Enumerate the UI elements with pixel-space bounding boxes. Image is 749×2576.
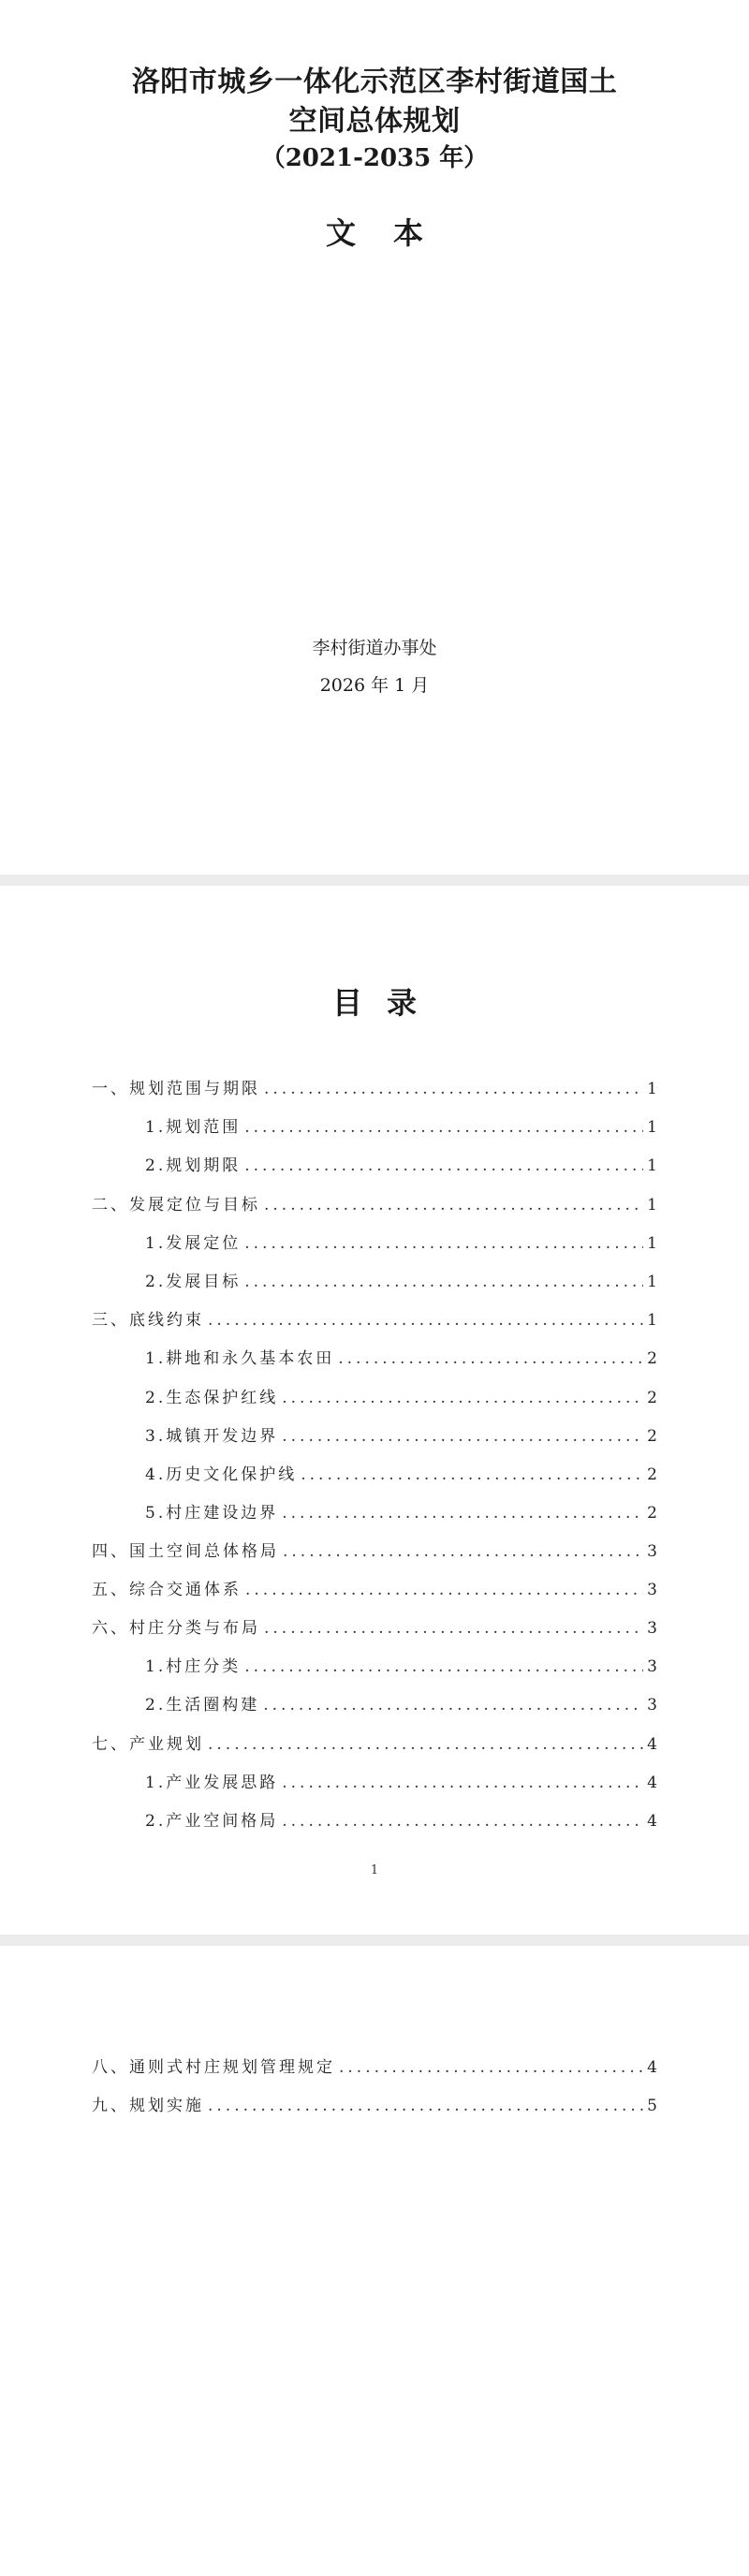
toc-entry-page: 1 bbox=[647, 1273, 657, 1291]
toc-entry-text: 1.村庄分类 bbox=[145, 1657, 242, 1676]
toc-entry[interactable] bbox=[145, 1464, 657, 1486]
cover-years: （2021-2035 年） bbox=[260, 144, 489, 172]
toc-entry-page: 1 bbox=[647, 1156, 657, 1175]
toc-entry-page: 1 bbox=[647, 1118, 657, 1137]
toc-entry-text: 九、规划实施 bbox=[92, 2097, 204, 2115]
toc-leader-dots bbox=[282, 1387, 643, 1409]
toc-entry-text: 1.规划范围 bbox=[145, 1118, 242, 1137]
toc-entry[interactable] bbox=[145, 1694, 657, 1716]
toc-leader-dots bbox=[283, 1540, 643, 1563]
toc-leader-dots bbox=[282, 1425, 643, 1448]
toc-entry-text: 五、综合交通体系 bbox=[92, 1581, 242, 1599]
toc-entry-page: 1 bbox=[647, 1234, 657, 1253]
toc-entry[interactable] bbox=[145, 1425, 657, 1448]
toc-leader-dots bbox=[264, 1078, 643, 1100]
toc-entry[interactable] bbox=[92, 1309, 657, 1332]
toc-leader-dots bbox=[244, 1232, 643, 1255]
toc-entry-page: 1 bbox=[647, 1311, 657, 1330]
toc-leader-dots bbox=[244, 1271, 643, 1293]
toc-entry[interactable] bbox=[92, 1733, 657, 1756]
toc-leader-dots bbox=[282, 1810, 643, 1833]
toc-entry-text: 4.历史文化保护线 bbox=[145, 1465, 298, 1484]
cover-date: 2026 年 1 月 bbox=[319, 675, 430, 696]
cover-page bbox=[0, 0, 749, 875]
toc-entry-page: 2 bbox=[647, 1465, 657, 1484]
toc-leader-dots bbox=[339, 2056, 643, 2079]
toc-entry-text: 二、发展定位与目标 bbox=[92, 1196, 260, 1214]
toc-entry[interactable] bbox=[92, 1540, 657, 1563]
toc-list-continued bbox=[0, 1946, 749, 2576]
page-number: 1 bbox=[370, 1863, 379, 1877]
toc-page bbox=[0, 886, 749, 1935]
cover-organization: 李村街道办事处 bbox=[312, 638, 437, 658]
toc-entry-page: 1 bbox=[647, 1080, 657, 1098]
toc-entry-text: 四、国土空间总体格局 bbox=[92, 1542, 279, 1561]
toc-leader-dots bbox=[263, 1694, 643, 1716]
cover-title-line2: 空间总体规划 bbox=[288, 105, 461, 138]
toc-heading: 目录 bbox=[331, 985, 441, 1021]
toc-entry-page: 3 bbox=[647, 1542, 657, 1561]
toc-leader-dots bbox=[282, 1502, 643, 1524]
toc-leader-dots bbox=[244, 1116, 643, 1139]
toc-entry-page: 3 bbox=[647, 1619, 657, 1638]
toc-entry-text: 1.产业发展思路 bbox=[145, 1774, 279, 1792]
toc-entry-text: 1.发展定位 bbox=[145, 1234, 242, 1253]
toc-entry-page: 3 bbox=[647, 1696, 657, 1715]
toc-entry-page: 2 bbox=[647, 1427, 657, 1446]
cover-subtitle: 文本 bbox=[325, 215, 461, 251]
toc-leader-dots bbox=[208, 1309, 643, 1332]
toc-leader-dots bbox=[244, 1155, 643, 1177]
toc-page-continued bbox=[0, 1946, 749, 2576]
toc-leader-dots bbox=[244, 1656, 643, 1678]
toc-entry-text: 三、底线约束 bbox=[92, 1311, 204, 1330]
toc-entry[interactable] bbox=[145, 1347, 657, 1370]
toc-entry[interactable] bbox=[145, 1232, 657, 1255]
toc-entry-page: 4 bbox=[647, 1735, 657, 1754]
toc-list bbox=[0, 886, 749, 1935]
toc-leader-dots bbox=[301, 1464, 643, 1486]
toc-entry-text: 2.发展目标 bbox=[145, 1273, 242, 1291]
toc-entry[interactable] bbox=[92, 2095, 657, 2117]
toc-entry-text: 5.村庄建设边界 bbox=[145, 1504, 279, 1523]
toc-entry[interactable] bbox=[145, 1271, 657, 1293]
toc-entry-page: 4 bbox=[647, 1774, 657, 1792]
toc-entry-text: 1.耕地和永久基本农田 bbox=[145, 1349, 335, 1368]
toc-entry-page: 3 bbox=[647, 1581, 657, 1599]
toc-leader-dots bbox=[338, 1347, 643, 1370]
toc-entry[interactable] bbox=[92, 1078, 657, 1100]
toc-entry[interactable] bbox=[145, 1116, 657, 1139]
toc-entry[interactable] bbox=[92, 2056, 657, 2079]
toc-entry[interactable] bbox=[145, 1656, 657, 1678]
toc-leader-dots bbox=[264, 1194, 643, 1216]
toc-entry[interactable] bbox=[145, 1155, 657, 1177]
toc-entry-page: 5 bbox=[647, 2097, 657, 2115]
toc-entry-page: 2 bbox=[647, 1349, 657, 1368]
toc-entry-text: 2.生活圈构建 bbox=[145, 1696, 260, 1715]
toc-entry-text: 七、产业规划 bbox=[92, 1735, 204, 1754]
toc-entry-page: 4 bbox=[647, 2058, 657, 2077]
toc-entry-page: 3 bbox=[647, 1657, 657, 1676]
toc-entry-text: 2.规划期限 bbox=[145, 1156, 242, 1175]
toc-leader-dots bbox=[208, 2095, 643, 2117]
toc-entry[interactable] bbox=[92, 1579, 657, 1601]
toc-entry[interactable] bbox=[145, 1502, 657, 1524]
toc-entry-page: 2 bbox=[647, 1504, 657, 1523]
toc-entry-text: 六、村庄分类与布局 bbox=[92, 1619, 260, 1638]
toc-entry-text: 2.产业空间格局 bbox=[145, 1812, 279, 1831]
toc-entry[interactable] bbox=[145, 1810, 657, 1833]
toc-entry-text: 2.生态保护红线 bbox=[145, 1389, 279, 1407]
toc-leader-dots bbox=[282, 1772, 643, 1794]
toc-entry-text: 3.城镇开发边界 bbox=[145, 1427, 279, 1446]
toc-leader-dots bbox=[264, 1617, 643, 1640]
toc-leader-dots bbox=[208, 1733, 643, 1756]
toc-entry-text: 一、规划范围与期限 bbox=[92, 1080, 260, 1098]
toc-entry-page: 4 bbox=[647, 1812, 657, 1831]
toc-entry[interactable] bbox=[145, 1772, 657, 1794]
toc-entry[interactable] bbox=[92, 1194, 657, 1216]
toc-entry-text: 八、通则式村庄规划管理规定 bbox=[92, 2058, 335, 2077]
toc-entry-page: 1 bbox=[647, 1196, 657, 1214]
toc-entry-page: 2 bbox=[647, 1389, 657, 1407]
cover-title-line1: 洛阳市城乡一体化示范区李村街道国土 bbox=[131, 66, 618, 98]
toc-entry[interactable] bbox=[145, 1387, 657, 1409]
toc-entry[interactable] bbox=[92, 1617, 657, 1640]
toc-leader-dots bbox=[245, 1579, 643, 1601]
